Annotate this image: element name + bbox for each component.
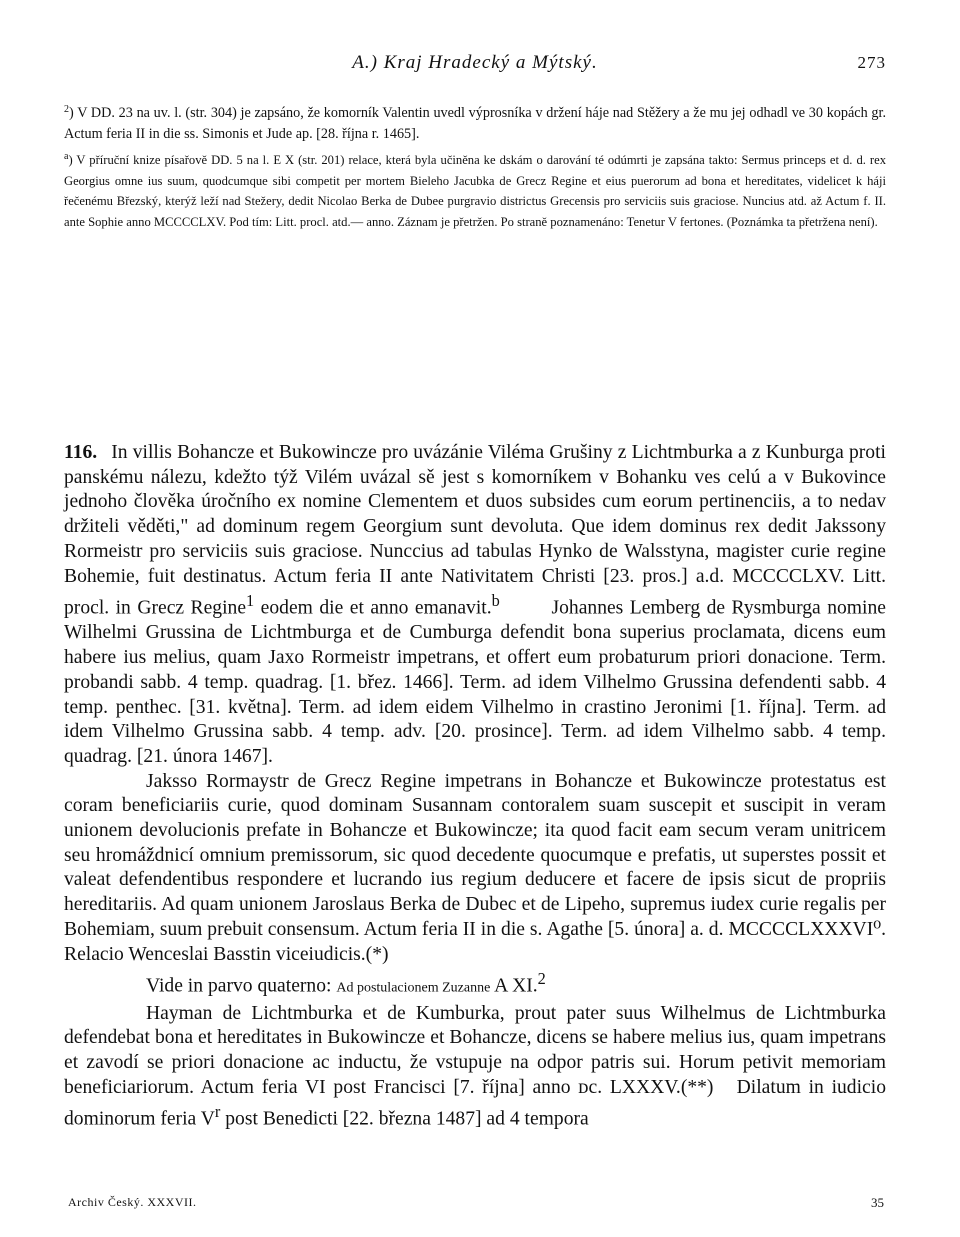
footnote-2: [64, 100, 886, 144]
document-number: 116.: [64, 442, 98, 463]
paragraph-116-text-c: Johannes Lemberg de Rysmburga nomine Wilhelmi Grussina de Lichtmburga et de Cumburga defendit bona superius proclamata, dicens eum habere ius melius, quam Jaxo Rormeistr impetrans, et offert eum probaturum priori donacione. Term. probandi sabb. 4 temp. quadrag. [1. břez. 1466]. Term. ad idem Vilhelmo Grussina defendenti sabb. 4 temp. penthec. [31. května]. Term. ad idem eidem Vilhelmo in crastino Jeronimi [1. října]. Term. ad idem Vilhelmo Grussina sabb. 4 temp. adv. [20. prosince]. Term. ad idem Vilhelmo sabb. 4 temp. quadrag. [21. února 1467].: [64, 597, 891, 767]
vide-small: Ad postulacionem Zuzanne: [336, 980, 491, 996]
paragraph-116-text-b: eodem die et anno emanavit.: [254, 597, 492, 619]
page-header: [64, 52, 886, 78]
footnote-2-text: ) V DD. 23 na uv. l. (str. 304) je zapsáno, že komorník Valentin uvedl výprosníka v držení háje nad Stěžery a že mu jej odhadl ve 30 kopách gr. Actum feria II in die ss. Simonis et Jude ap. [28. října r. 1465].: [64, 105, 886, 142]
footnote-a-marker: a: [64, 151, 69, 162]
hayman-text-b: post Benedicti [22. března 1487] ad 4 tempora: [220, 1108, 589, 1130]
hayman-text: Hayman de Lichtmburka et de Kumburka, prout pater suus Wilhelmus de Lichtmburka defendebat bona et hereditates in Bukowincze et Bohancze, dicens se habere melius ius, quam impetrans et zavodí se priori donacione ac inductu, že vstupuje na odpor patris sui. Horum petivit memoriam beneficiariorum. Actum feria VI post Francisci [7. října] anno ᴅc. LXXXV.(**) Dilatum in iudicio dominorum feria V: [64, 1002, 891, 1130]
printer-signature: Archiv Český. XXXVII.: [68, 1195, 197, 1209]
paragraph-116-sup-b: b: [491, 591, 500, 611]
paragraph-116-text: In villis Bohancze et Bukowincze pro uvázánie Viléma Grušiny z Lichtmburka a z Kunburga proti panskému nálezu, kdežto týž Vilém uvázal sě jest s komorníkem v Bohanku ves celú a v Bukovince jednoho člověka úročního ex nomine Clementem et duos subsides cum eorum pertinenciis, a to nedav držiteli věděti," ad dominum regem Georgium sunt devoluta. Que idem dominus rex dedit Jakssony Rormeistr pro serviciis suis graciose. Nunccius ad tabulas Hynko de Walsstyna, magister curie regine Bohemie, fuit destinatus. Actum feria II ante Nativitatem Christi [23. pros.] a.d. MCCCCLXV. Litt. procl. in Grecz Regine: [64, 442, 886, 619]
footnote-2-marker: 2: [64, 104, 69, 115]
paragraph-116-sup-1: 1: [246, 591, 255, 611]
hayman-sup: r: [214, 1102, 221, 1122]
paragraph-hayman: [64, 1002, 891, 1133]
main-text: [64, 441, 891, 1133]
page-footer: [64, 1195, 886, 1215]
paragraph-116: [64, 441, 891, 770]
vide-sup: 2: [537, 969, 546, 989]
paragraph-vide: [64, 967, 886, 1001]
sheet-number: 35: [871, 1195, 884, 1210]
footnote-a: [64, 147, 886, 232]
running-title: A.) Kraj Hradecký a Mýtský.: [352, 52, 598, 73]
page-number: 273: [857, 53, 886, 72]
vide-text: Vide in parvo quaterno:: [146, 975, 337, 997]
footnote-a-text: ) V příruční knize písařově DD. 5 na l. E X (str. 201) relace, která byla učiněna ke dskám o darování té odúmrti je zapsána takto: Sermus princeps et d. d. rex Georgius omne ius suum, quodcumque sibi competit per mortem Bieleho Jacubka de Grecz Regine et eius puerorum ad bona et hereditates, videlicet k háji řečenému Březský, kterýž leží nad Stežery, dedit Nicolao Berka de Dubee purgravio districtus Grecensis pro serviciis suis graciose. Nuncius atd. až Actum f. II. ante Sophie anno MCCCCLXV. Pod tím: Litt. procl. atd.— anno. Záznam je přetržen. Po straně poznamenáno: Tenetur V fertones. (Poznámka ta přetržena není).: [64, 153, 886, 229]
paragraph-jaksso: Jaksso Rormaystr de Grecz Regine impetrans in Bohancze et Bukowincze protestatus est coram beneficiariis curie, quod dominam Susannam contoralem suam suscepit et suscipit in veram unionem devolucionis prefate in Bohancze et Bukowincze; ita quod facit eam secum veram unitricem seu hromáždnicí omnium premissorum, sic quod decedente quocumque e prefatis, ut superstes possit et valeat defendentibus respondere et lucrando ius regium deducere et facere de ipsis sicut de propriis hereditariis. Ad quam unionem Jaroslaus Berka de Dubec et de Lipeho, supremus iudex curie regalis per Bohemiam, suum prebuit consensum. Actum feria II in die s. Agathe [5. února] a. d. MCCCCLXXXVI⁰. Relacio Wenceslai Basstin viceiudicis.(*): [64, 770, 886, 965]
vide-text-b: A XI.: [490, 975, 538, 997]
footnotes-block: [64, 100, 886, 232]
